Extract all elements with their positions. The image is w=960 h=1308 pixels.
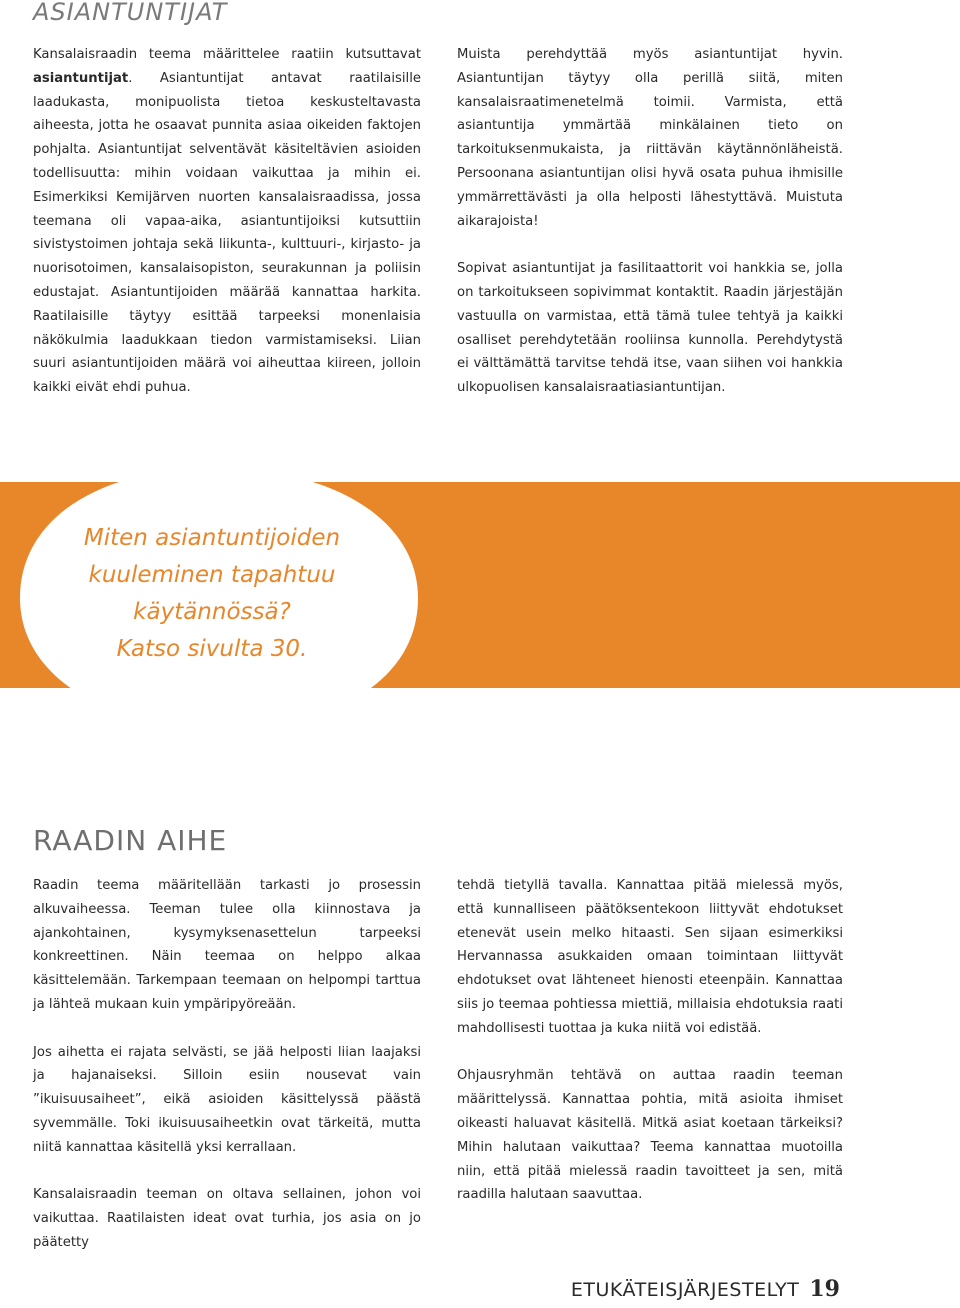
paragraph: Raadin teema määritellään tarkasti jo prosessin alkuvaiheessa. Teeman tulee olla kiinnostava ja ajankohtainen, kysymyksenasettelun tarpeeksi konkreettinen. Näin teemaa on helppo alkaa käsittelemään. Tarkempaan teemaan on helpompi tarttua ja lähteä mukaan kuin ympäripyöreään.: [33, 878, 421, 1012]
text-column-right: [457, 43, 843, 400]
callout-line: Katso sivulta 30.: [116, 636, 308, 662]
text-column-right: [457, 874, 843, 1207]
callout-text: [62, 520, 362, 668]
paragraph-text: . Asiantuntijat antavat raatilaisille laadukasta, monipuolista tietoa keskusteltavasta aiheesta, jotta he osaavat punnita asiaa oikeiden faktojen pohjalta. Asiantuntijat selventävät käsiteltävien asioiden todellisuutta: mihin voidaan vaikuttaa ja mihin ei. Esimerkiksi Kemijärven nuorten kansalaisraadissa, jossa teemana oli vapaa-aika, asiantuntijoiksi kutsuttiin sivistystoimen johtaja sekä liikunta-, kulttuuri-, kirjasto- ja nuorisotoimen, kansalaisopiston, seurakunnan ja poliisin edustajat. Asiantuntijoiden määrää kannattaa harkita. Raatilaisille täytyy esittää tarpeeksi monenlaisia näkökulmia laadukkaan tiedon varmistamiseksi. Liian suuri asiantuntijoiden määrä voi aiheuttaa kiireen, jolloin kaikki eivät ehdi puhua.: [33, 70, 421, 396]
section-title-asiantuntijat: ASIANTUNTIJAT: [33, 0, 228, 26]
paragraph: Ohjausryhmän tehtävä on auttaa raadin teeman määrittelyssä. Kannattaa pohtia, mitä asioita ihmiset oikeasti haluavat käsitellä. Mitkä asiat koetaan tärkeiksi? Mihin halutaan vaikuttaa? Teema kannattaa muotoilla niin, että pitää mielessä raadin tavoitteet ja sen, mitä raadilla halutaan saavuttaa.: [457, 1068, 843, 1203]
paragraph: Kansalaisraadin teeman on oltava sellainen, johon voi vaikuttaa. Raatilaisten ideat ovat turhia, jos asia on jo päätetty: [33, 1187, 421, 1250]
callout-line: käytännössä?: [133, 599, 291, 625]
text-column-left: [33, 43, 421, 400]
section-title-raadin-aihe: RAADIN AIHE: [33, 824, 228, 857]
text-column-left: [33, 874, 421, 1255]
bold-term: asiantuntijat: [33, 70, 129, 86]
paragraph: Sopivat asiantuntijat ja fasilitaattorit voi hankkia se, jolla on tarkoitukseen sopivimmat kontaktit. Raadin järjestäjän vastuulla on varmistaa, että tämä tulee tehtyä ja kaikki osalliset perehdytetään rooliinsa kunnolla. Perehdytystä ei välttämättä tarvitse tehdä itse, vaan siihen voi hankkia ulkopuolisen kansalaisraatiasiantuntijan.: [457, 261, 843, 396]
paragraph: Jos aihetta ei rajata selvästi, se jää helposti liian laajaksi ja hajanaiseksi. Silloin esiin nousevat vain ”ikuisuusaiheet”, eikä asioiden käsittelyssä päästä syvemmälle. Toki ikuisuusaiheetkin ovat tärkeitä, mutta niitä kannattaa käsitellä yksi kerrallaan.: [33, 1044, 421, 1155]
paragraph: Muista perehdyttää myös asiantuntijat hyvin. Asiantuntijan täytyy olla perillä siitä, miten kansalaisraatimenetelmä toimii. Varmista, että asiantuntija ymmärtää minkälainen tieto on tarkoituksenmukaista, ja riittävän käytännönläheistä. Persoonana asiantuntijan olisi hyvä osata puhua ihmisille ymmärrettävästi ja olla helposti lähestyttävä. Muistuta aikarajoista!: [457, 47, 843, 229]
page-footer: [571, 1276, 840, 1302]
callout-line: kuuleminen tapahtuu: [88, 562, 336, 588]
paragraph: [33, 43, 421, 400]
paragraph-text: Kansalaisraadin teema määrittelee raatiin kutsuttavat: [33, 47, 421, 62]
speech-bubble: [0, 448, 480, 778]
page-number: 19: [809, 1276, 840, 1302]
paragraph: tehdä tietyllä tavalla. Kannattaa pitää mielessä myös, että kunnalliseen päätöksentekoon liittyvät ehdotukset etenevät usein melko hitaasti. Sen sijaan esimerkiksi Hervannassa asukkaiden omaan toimintaan liittyvät ehdotukset ovat lähteneet hienosti eteenpäin. Kannattaa siis jo teemaa pohtiessa miettiä, millaisia ehdotuksia raati mahdollisesti tuottaa ja kuka niitä voi edistää.: [457, 878, 843, 1036]
footer-section-label: ETUKÄTEISJÄRJESTELYT: [570, 1279, 800, 1301]
callout-line: Miten asiantuntijoiden: [83, 525, 341, 551]
